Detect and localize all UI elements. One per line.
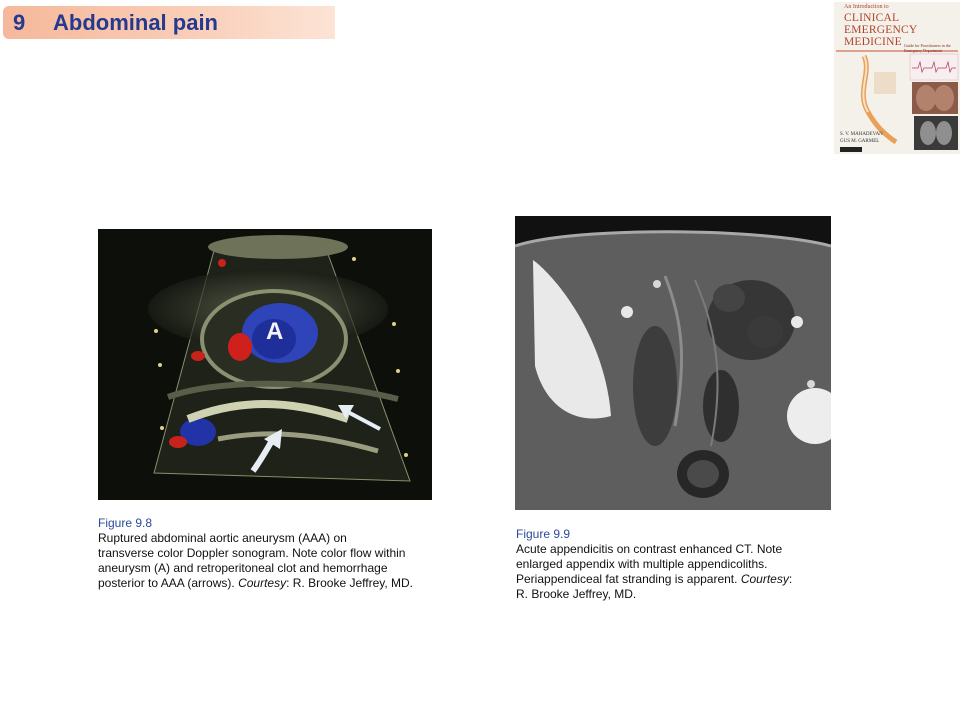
- ct-scan: [515, 216, 831, 510]
- caption-line: enlarged appendix with multiple appendicoliths.: [516, 557, 768, 571]
- courtesy-word: Courtesy: [238, 576, 287, 590]
- book-author-1: S. V. MAHADEVAN: [840, 132, 883, 137]
- book-author-2: GUS M. GARMEL: [840, 139, 880, 144]
- book-cover: [834, 2, 960, 154]
- courtesy-word: Courtesy: [740, 572, 789, 586]
- chapter-banner: [3, 6, 335, 39]
- book-subtitle: Guide for Practitioners in the Emergency Department: [904, 43, 951, 53]
- caption-line: Acute appendicitis on contrast enhanced CT. Note: [516, 542, 783, 556]
- chapter-number: 9: [13, 10, 26, 35]
- doppler-sonogram: [98, 229, 432, 500]
- figure-9-8-caption: [98, 516, 458, 591]
- caption-line: transverse color Doppler sonogram. Note color flow within: [98, 546, 406, 560]
- courtesy-text: :: [788, 572, 793, 586]
- book-title-line-2: EMERGENCY: [844, 24, 918, 36]
- courtesy-text: : R. Brooke Jeffrey, MD.: [286, 576, 414, 590]
- book-title-line-3: MEDICINE: [844, 36, 902, 48]
- figure-9-9-label: Figure 9.9: [516, 527, 571, 541]
- caption-line: aneurysm (A) and retroperitoneal clot and hemorrhage: [98, 561, 388, 575]
- figure-9-8-image: [98, 229, 432, 500]
- figure-9-9-image: [515, 216, 831, 510]
- book-intro-text: An Introduction to: [844, 4, 889, 10]
- caption-line: Periappendiceal fat stranding is apparent.: [516, 572, 741, 586]
- caption-line: R. Brooke Jeffrey, MD.: [516, 587, 637, 601]
- aneurysm-marker: A: [266, 318, 284, 345]
- figure-9-8-label: Figure 9.8: [98, 516, 153, 530]
- publisher-logo: [840, 147, 862, 152]
- book-title-line-1: CLINICAL: [844, 12, 900, 24]
- caption-line: Ruptured abdominal aortic aneurysm (AAA) on: [98, 531, 347, 545]
- chapter-title: Abdominal pain: [53, 10, 218, 35]
- figure-9-9-caption: [516, 527, 836, 602]
- caption-line: posterior to AAA (arrows).: [98, 576, 239, 590]
